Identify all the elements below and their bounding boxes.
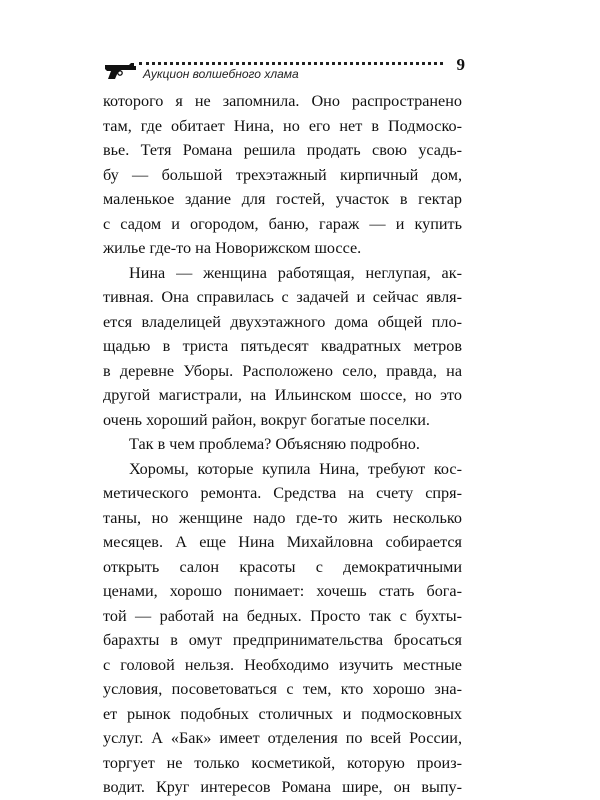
text-line: тивная. Она справилась с задачей и сейчас явля-: [103, 288, 462, 306]
running-title: Аукцион волшебного хлама: [143, 67, 299, 81]
text-line: другой магистрали, на Ильинском шоссе, но это: [103, 386, 462, 404]
text-line: жилье где-то на Новорижском шоссе.: [103, 239, 362, 257]
text-line: ет рынок подобных столичных и подмосковных: [103, 704, 462, 723]
text-line: очень хороший район, вокруг богатые поселки.: [103, 410, 430, 429]
text-line: открыть салон красоты с демократичными: [103, 557, 462, 576]
text-line: с садом и огородом, баню, гараж — и купить: [103, 214, 462, 233]
text-line: вье. Тетя Романа решила продать свою усадь-: [103, 141, 462, 159]
text-line: Так в чем проблема? Объясняю подробно.: [129, 435, 420, 453]
text-line: ется владелицей двухэтажного дома общей пло-: [103, 312, 462, 331]
text-line: торгует не только косметикой, которую произ-: [103, 753, 462, 772]
text-line: там, где обитает Нина, но его нет в Подмоско-: [103, 116, 462, 135]
text-line: условия, посоветоваться с тем, кто хорошо зна-: [103, 680, 462, 698]
text-line: щадью в триста пятьдесят квадратных метров: [103, 337, 462, 355]
text-line: водит. Круг интересов Романа шире, он выпу-: [103, 778, 462, 796]
page-header: [103, 56, 465, 86]
text-line: таны, но женщине надо где-то жить несколько: [103, 508, 462, 527]
body-text: [103, 89, 462, 800]
text-line: Хоромы, которые купила Нина, требуют кос-: [129, 459, 462, 478]
text-line: месяцев. А еще Нина Михайловна собирается: [103, 533, 462, 551]
text-line: в деревне Уборы. Расположено село, правда, на: [103, 361, 462, 380]
pistol-icon: [103, 62, 137, 80]
text-line: услуг. А «Бак» имеет отделения по всей России,: [103, 729, 462, 747]
header-dotted-rule: [139, 62, 443, 65]
page-number: 9: [456, 55, 465, 74]
text-line: Нина — женщина работящая, неглупая, ак-: [129, 263, 462, 282]
text-line: бу — большой трехэтажный кирпичный дом,: [103, 165, 462, 184]
text-line: ценами, хорошо понимает: хочешь стать бога-: [103, 582, 462, 600]
text-line: которого я не запомнила. Оно распространено: [103, 92, 462, 110]
text-line: барахты в омут предпринимательства бросаться: [103, 631, 462, 649]
text-line: той — работай на бедных. Просто так с бухты-: [103, 606, 462, 625]
text-line: с головой нельзя. Необходимо изучить местные: [103, 655, 462, 674]
text-line: маленькое здание для гостей, участок в гектар: [103, 190, 462, 208]
text-line: метического ремонта. Средства на счету спря-: [103, 484, 462, 502]
